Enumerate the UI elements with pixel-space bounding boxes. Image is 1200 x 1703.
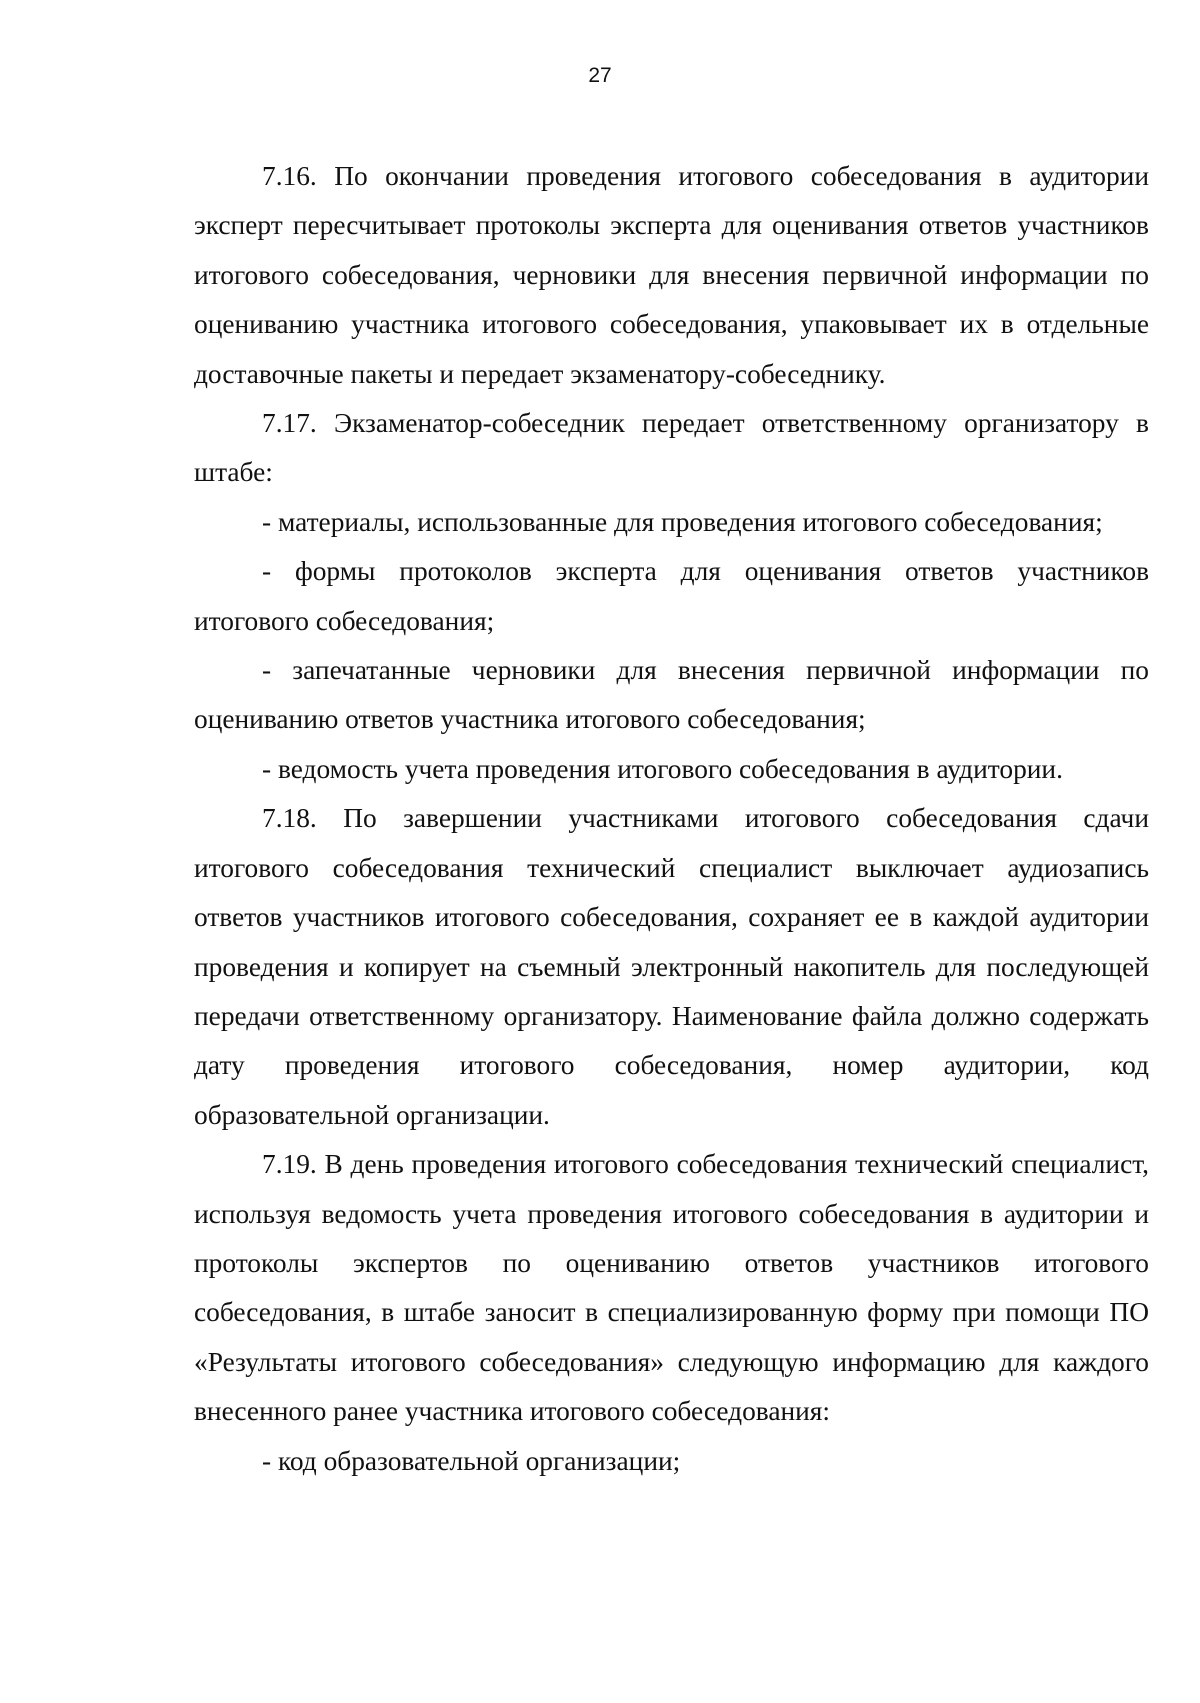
- page-number: 27: [588, 64, 612, 87]
- list-item-materials: - материалы, использованные для проведения итогового собеседования;: [262, 506, 1103, 537]
- list-item-attendance-sheet: - ведомость учета проведения итогового собеседования в аудитории.: [262, 753, 1063, 784]
- list-item-sealed-drafts: - запечатанные черновики для внесения первичной информации по оцениванию ответов участника итогового собеседования;: [194, 655, 1149, 735]
- paragraph-7-16: 7.16. По окончании проведения итогового собеседования в аудитории эксперт пересчитывает протоколы эксперта для оценивания ответов участников итогового собеседования, черновики для внесения первичной информации по оцениванию участника итогового собеседования, упаковывает их в отдельные доставочные пакеты и передает экзаменатору-собеседнику.: [194, 161, 1149, 389]
- document-body: [194, 152, 1149, 1486]
- list-item-org-code: - код образовательной организации;: [262, 1445, 681, 1476]
- paragraph-7-18: 7.18. По завершении участниками итогового собеседования сдачи итогового собеседования технический специалист выключает аудиозапись ответов участников итогового собеседования, сохраняет ее в каждой аудитории проведения и копирует на съемный электронный накопитель для последующей передачи ответственному организатору. Наименование файла должно содержать дату проведения итогового собеседования, номер аудитории, код образовательной организации.: [194, 803, 1149, 1130]
- list-item-protocol-forms: - формы протоколов эксперта для оценивания ответов участников итогового собеседования;: [194, 556, 1149, 636]
- paragraph-7-17: 7.17. Экзаменатор-собеседник передает ответственному организатору в штабе:: [194, 408, 1149, 488]
- paragraph-7-19: 7.19. В день проведения итогового собеседования технический специалист, используя ведомость учета проведения итогового собеседования в аудитории и протоколы экспертов по оцениванию ответов участников итогового собеседования, в штабе заносит в специализированную форму при помощи ПО «Результаты итогового собеседования» следующую информацию для каждого внесенного ранее участника итогового собеседования:: [194, 1149, 1149, 1427]
